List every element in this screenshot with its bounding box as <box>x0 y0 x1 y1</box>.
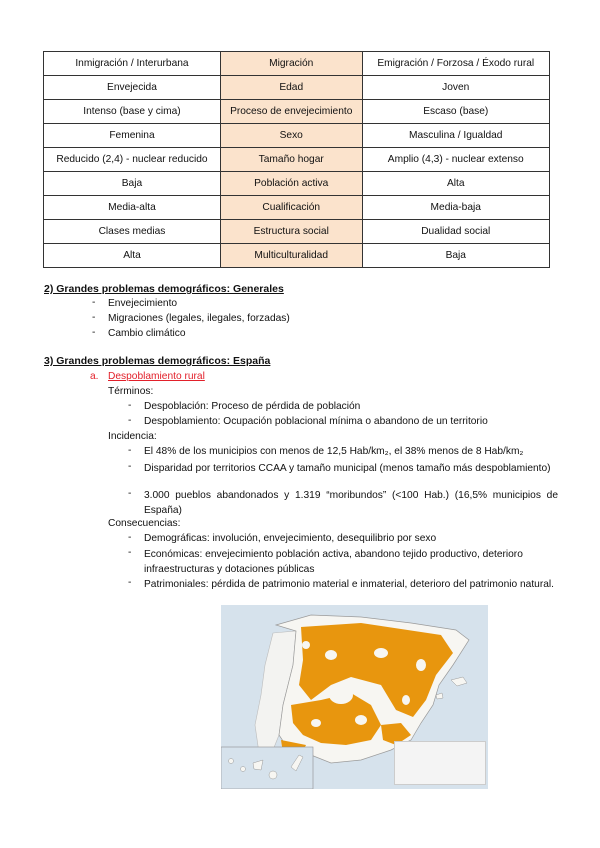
bullet-dash: - <box>128 461 132 472</box>
list-item: Despoblación: Proceso de pérdida de población <box>144 401 361 412</box>
list-item: El 48% de los municipios con menos de 12,5 Hab/km₂, el 38% menos de 8 Hab/km₂ <box>144 446 524 457</box>
cell-left: Alta <box>44 244 221 268</box>
table-row <box>44 52 550 76</box>
bullet-dash: - <box>92 297 96 308</box>
bullet-dash: - <box>128 547 132 558</box>
cell-left: Inmigración / Interurbana <box>44 52 221 76</box>
cell-category: Cualificación <box>220 196 362 220</box>
cell-left: Intenso (base y cima) <box>44 100 221 124</box>
cell-right: Media-baja <box>362 196 549 220</box>
section-heading-generales: 2) Grandes problemas demográficos: Generales <box>44 283 284 295</box>
list-item: Envejecimiento <box>108 298 178 309</box>
list-item: Migraciones (legales, ilegales, forzadas) <box>108 313 290 324</box>
bullet-dash: - <box>128 445 132 456</box>
comparison-table <box>43 51 550 268</box>
table-row <box>44 148 550 172</box>
cell-category: Estructura social <box>220 220 362 244</box>
subsection-link-despoblamiento[interactable]: Despoblamiento rural <box>108 371 205 382</box>
cell-left: Media-alta <box>44 196 221 220</box>
bullet-dash: - <box>128 400 132 411</box>
list-item: Cambio climático <box>108 328 186 339</box>
table-row <box>44 196 550 220</box>
table-row <box>44 244 550 268</box>
cell-right: Dualidad social <box>362 220 549 244</box>
cell-category: Multiculturalidad <box>220 244 362 268</box>
cell-category: Tamaño hogar <box>220 148 362 172</box>
terminos-label: Términos: <box>108 386 154 397</box>
cell-right: Amplio (4,3) - nuclear extenso <box>362 148 549 172</box>
bullet-dash: - <box>92 312 96 323</box>
cell-left: Reducido (2,4) - nuclear reducido <box>44 148 221 172</box>
cell-left: Envejecida <box>44 76 221 100</box>
table-row <box>44 124 550 148</box>
cell-category: Población activa <box>220 172 362 196</box>
map-legend <box>394 741 486 785</box>
cell-right: Alta <box>362 172 549 196</box>
cell-right: Emigración / Forzosa / Éxodo rural <box>362 52 549 76</box>
bullet-dash: - <box>128 532 132 543</box>
cell-right: Joven <box>362 76 549 100</box>
table-row <box>44 100 550 124</box>
bullet-dash: - <box>128 415 132 426</box>
cell-category: Migración <box>220 52 362 76</box>
list-item: Demográficas: involución, envejecimiento, desequilibrio por sexo <box>144 533 437 544</box>
cell-right: Escaso (base) <box>362 100 549 124</box>
list-item: Despoblamiento: Ocupación poblacional mínima o abandono de un territorio <box>144 416 488 427</box>
table-row <box>44 172 550 196</box>
section-heading-espana: 3) Grandes problemas demográficos: España <box>44 355 271 367</box>
cell-right: Masculina / Igualdad <box>362 124 549 148</box>
cell-right: Baja <box>362 244 549 268</box>
list-item: Económicas: envejecimiento población activa, abandono tejido productivo, deterioro infraestructuras y dotaciones públicas <box>144 549 523 575</box>
cell-left: Femenina <box>44 124 221 148</box>
list-item: Disparidad por territorios CCAA y tamaño municipal (menos tamaño más despoblamiento) <box>144 463 551 474</box>
list-item: 3.000 pueblos abandonados y 1.319 “moribundos” (<100 Hab.) (16,5% municipios de España) <box>144 490 558 516</box>
cell-left: Clases medias <box>44 220 221 244</box>
cell-category: Sexo <box>220 124 362 148</box>
consecuencias-label: Consecuencias: <box>108 518 181 529</box>
incidencia-label: Incidencia: <box>108 431 157 442</box>
list-item: Patrimoniales: pérdida de patrimonio material e inmaterial, deterioro del patrimonio natural. <box>144 579 554 590</box>
table-row <box>44 76 550 100</box>
table-row <box>44 220 550 244</box>
cell-left: Baja <box>44 172 221 196</box>
list-marker: a. <box>90 371 99 382</box>
bullet-dash: - <box>128 577 132 588</box>
spain-depopulation-map <box>221 605 488 789</box>
bullet-dash: - <box>128 488 132 499</box>
cell-category: Proceso de envejecimiento <box>220 100 362 124</box>
cell-category: Edad <box>220 76 362 100</box>
bullet-dash: - <box>92 327 96 338</box>
